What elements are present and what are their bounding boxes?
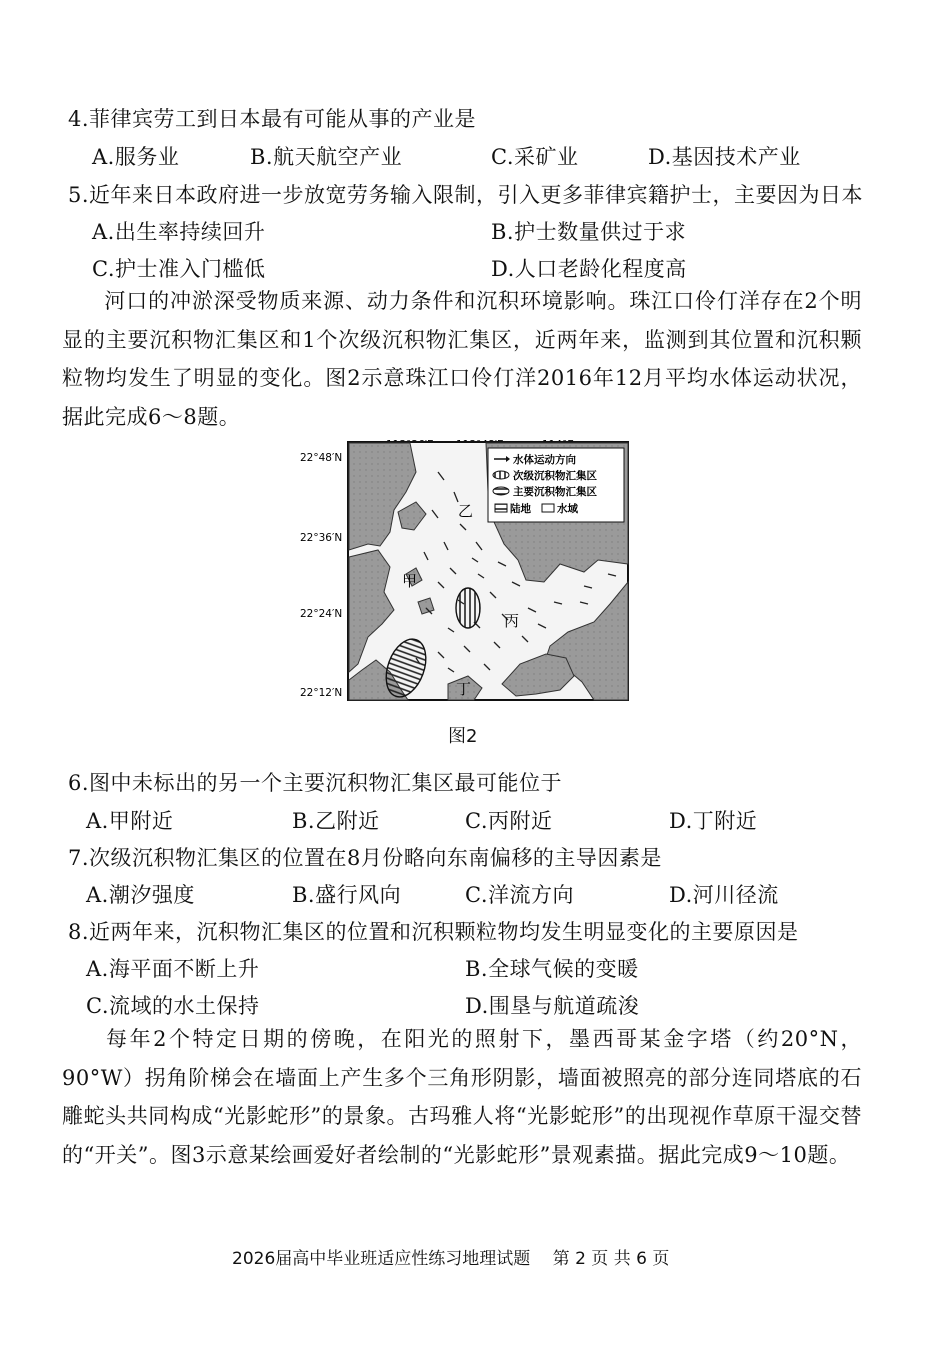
place-label-bing: 丙 (504, 612, 520, 630)
lat-label-4: 22°12′N (300, 687, 343, 699)
passage-estuary-text: 河口的冲淤深受物质来源、动力条件和沉积环境影响。珠江口伶仃洋存在2个明显的主要沉积物汇集区和1个次级沉积物汇集区，近两年来，监测到其位置和沉积颗粒物均发生了明显的变化。图2示意珠江口伶仃洋2016年12月平均水体运动状况，据此完成6～8题。 (62, 289, 862, 429)
legend-secondary-label: 次级沉积物汇集区 (513, 470, 597, 482)
q8-option-d: D.围垦与航道疏浚 (465, 994, 640, 1018)
question-8-stem: 8.近两年来，沉积物汇集区的位置和沉积颗粒物均发生明显变化的主要原因是 (68, 920, 799, 944)
q5-option-a: A.出生率持续回升 (92, 220, 266, 244)
q7-option-b: B.盛行风向 (292, 883, 402, 907)
q5-option-c: C.护士准入门槛低 (92, 257, 266, 281)
q6-option-c: C.丙附近 (465, 809, 553, 833)
q4-option-d: D.基因技术产业 (648, 145, 801, 169)
passage-estuary (62, 282, 862, 436)
map-legend (488, 448, 624, 522)
q8-option-c: C.流域的水土保持 (86, 994, 260, 1018)
page-footer: 2026届高中毕业班适应性练习地理试题 第 2 页 共 6 页 (232, 1249, 670, 1269)
lat-label-1: 22°48′N (300, 452, 343, 464)
question-6-stem: 6.图中未标出的另一个主要沉积物汇集区最可能位于 (68, 771, 563, 795)
q7-option-d: D.河川径流 (669, 883, 779, 907)
passage-pyramid-text: 每年2个特定日期的傍晚，在阳光的照射下，墨西哥某金字塔（约20°N，90°W）拐角阶梯会在墙面上产生多个三角形阴影，墙面被照亮的部分连同塔底的石雕蛇头共同构成“光影蛇形”的景象。古玛雅人将“光影蛇形”的出现视作草原干湿交替的“开关”。图3示意某绘画爱好者绘制的“光影蛇形”景观素描。据此完成9～10题。 (62, 1027, 862, 1167)
question-4-stem: 4.菲律宾劳工到日本最有可能从事的产业是 (68, 107, 477, 131)
q4-option-b: B.航天航空产业 (250, 145, 403, 169)
place-label-yi: 乙 (458, 502, 474, 520)
place-label-jia: 甲 (402, 572, 418, 590)
lat-label-3: 22°24′N (300, 608, 343, 620)
legend-flow-label: 水体运动方向 (513, 454, 576, 466)
estuary-map-svg (298, 432, 632, 704)
q8-option-b: B.全球气候的变暖 (465, 957, 639, 981)
lat-label-2: 22°36′N (300, 532, 343, 544)
passage-pyramid (62, 1020, 862, 1174)
q8-option-a: A.海平面不断上升 (86, 957, 260, 981)
q6-option-a: A.甲附近 (86, 809, 174, 833)
question-7-stem: 7.次级沉积物汇集区的位置在8月份略向东南偏移的主导因素是 (68, 846, 662, 870)
q4-option-c: C.采矿业 (491, 145, 579, 169)
q6-option-d: D.丁附近 (669, 809, 758, 833)
q5-option-b: B.护士数量供过于求 (491, 220, 687, 244)
figure-2-map (298, 432, 632, 704)
legend-land-label: 陆地 (510, 503, 531, 515)
legend-water-label: 水域 (557, 503, 578, 515)
place-label-ding: 丁 (456, 680, 472, 698)
q5-option-d: D.人口老龄化程度高 (491, 257, 687, 281)
figure-2-caption: 图2 (448, 726, 478, 747)
question-5-stem: 5.近年来日本政府进一步放宽劳务输入限制，引入更多菲律宾籍护士，主要因为日本 (68, 183, 864, 207)
legend-primary-label: 主要沉积物汇集区 (513, 486, 597, 498)
q6-option-b: B.乙附近 (292, 809, 380, 833)
q4-option-a: A.服务业 (92, 145, 180, 169)
q7-option-a: A.潮汐强度 (86, 883, 195, 907)
secondary-accumulation-area (456, 588, 480, 628)
q7-option-c: C.洋流方向 (465, 883, 574, 907)
